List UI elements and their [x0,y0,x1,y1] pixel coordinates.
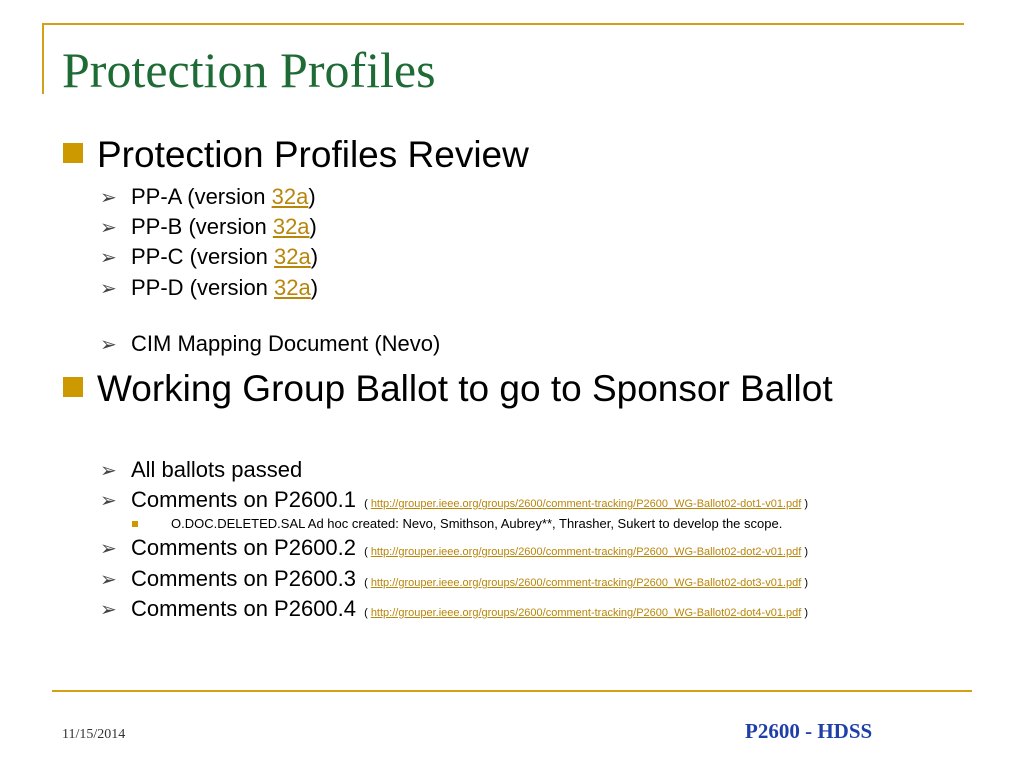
arrow-bullet-icon: ➢ [100,536,117,560]
version-link[interactable]: 32a [274,244,311,269]
subbullet-comments-p2600-2: ➢ Comments on P2600.2 ( http://grouper.ieee.org/groups/2600/comment-tracking/P2600_WG-Ballot02-dot2-v01.pdf ) [100,535,809,560]
item-label: Comments on P2600.2 [131,535,357,560]
item-label: Comments on P2600.4 [131,596,357,621]
subbullet-all-ballots-passed [100,457,980,483]
item-label: CIM Mapping Document (Nevo) [131,331,441,356]
version-link[interactable]: 32a [272,214,310,239]
subbullet-comments-p2600-3: ➢ Comments on P2600.3 ( http://grouper.ieee.org/groups/2600/comment-tracking/P2600_WG-Ballot02-dot3-v01.pdf ) [100,566,809,591]
title-frame-top-rule [42,23,964,25]
arrow-bullet-icon: ➢ [100,245,117,269]
item-suffix: ) [310,275,319,300]
subbullet-pp-c [100,244,980,270]
footer-rule [52,690,972,692]
arrow-bullet-icon: ➢ [100,458,117,482]
version-link[interactable]: 32a [274,275,311,300]
small-square-bullet-icon [132,521,138,527]
arrow-bullet-icon: ➢ [100,567,117,591]
item-suffix: ) [308,184,316,209]
item-label: PP-C (version [131,244,275,269]
sub-subbullet-ad-hoc [132,515,1012,533]
bullet-text: Protection Profiles Review [97,134,529,175]
bullet-working-group-ballot [63,369,943,409]
bullet-text: Working Group Ballot to go to Sponsor Ballot [97,368,833,409]
item-label: All ballots passed [131,457,303,482]
subbullet-comments-p2600-4: ➢ Comments on P2600.4 ( http://grouper.ieee.org/groups/2600/comment-tracking/P2600_WG-Ballot02-dot4-v01.pdf ) [100,596,809,621]
arrow-bullet-icon: ➢ [100,332,117,356]
subbullet-comments-p2600-1: ➢ Comments on P2600.1 ( http://grouper.ieee.org/groups/2600/comment-tracking/P2600_WG-Ballot02-dot1-v01.pdf ) [100,487,809,512]
comment-tracking-link[interactable]: http://grouper.ieee.org/groups/2600/comment-tracking/P2600_WG-Ballot02-dot4-v01.pdf [370,607,802,619]
item-label: Comments on P2600.3 [131,566,357,591]
subbullet-pp-b [100,214,980,240]
subbullet-pp-d [100,275,980,301]
square-bullet-icon [63,143,83,163]
item-label: PP-A (version [131,184,272,209]
sub-item-text: O.DOC.DELETED.SAL Ad hoc created: Nevo, Smithson, Aubrey**, Thrasher, Sukert to develop the scope. [171,516,783,531]
comment-tracking-link[interactable]: http://grouper.ieee.org/groups/2600/comment-tracking/P2600_WG-Ballot02-dot2-v01.pdf [370,546,802,558]
footer-date: 11/15/2014 [62,727,126,742]
item-label: Comments on P2600.1 [131,487,357,512]
comment-tracking-link[interactable]: http://grouper.ieee.org/groups/2600/comment-tracking/P2600_WG-Ballot02-dot3-v01.pdf [370,577,802,589]
item-suffix: ) [310,244,319,269]
comment-tracking-link[interactable]: http://grouper.ieee.org/groups/2600/comment-tracking/P2600_WG-Ballot02-dot1-v01.pdf [370,498,802,510]
footer-brand: P2600 - HDSS [745,719,873,743]
square-bullet-icon [63,377,83,397]
item-label: PP-B (version [131,214,273,239]
title-frame-left-rule [42,23,44,94]
arrow-bullet-icon: ➢ [100,597,117,621]
arrow-bullet-icon: ➢ [100,215,117,239]
arrow-bullet-icon: ➢ [100,488,117,512]
version-link[interactable]: 32a [271,184,309,209]
subbullet-cim-mapping [100,331,980,357]
bullet-protection-profiles-review [63,135,943,175]
arrow-bullet-icon: ➢ [100,185,117,209]
subbullet-pp-a [100,184,980,210]
item-suffix: ) [309,214,317,239]
slide-title: Protection Profiles [62,42,436,98]
arrow-bullet-icon: ➢ [100,276,117,300]
item-label: PP-D (version [131,275,275,300]
